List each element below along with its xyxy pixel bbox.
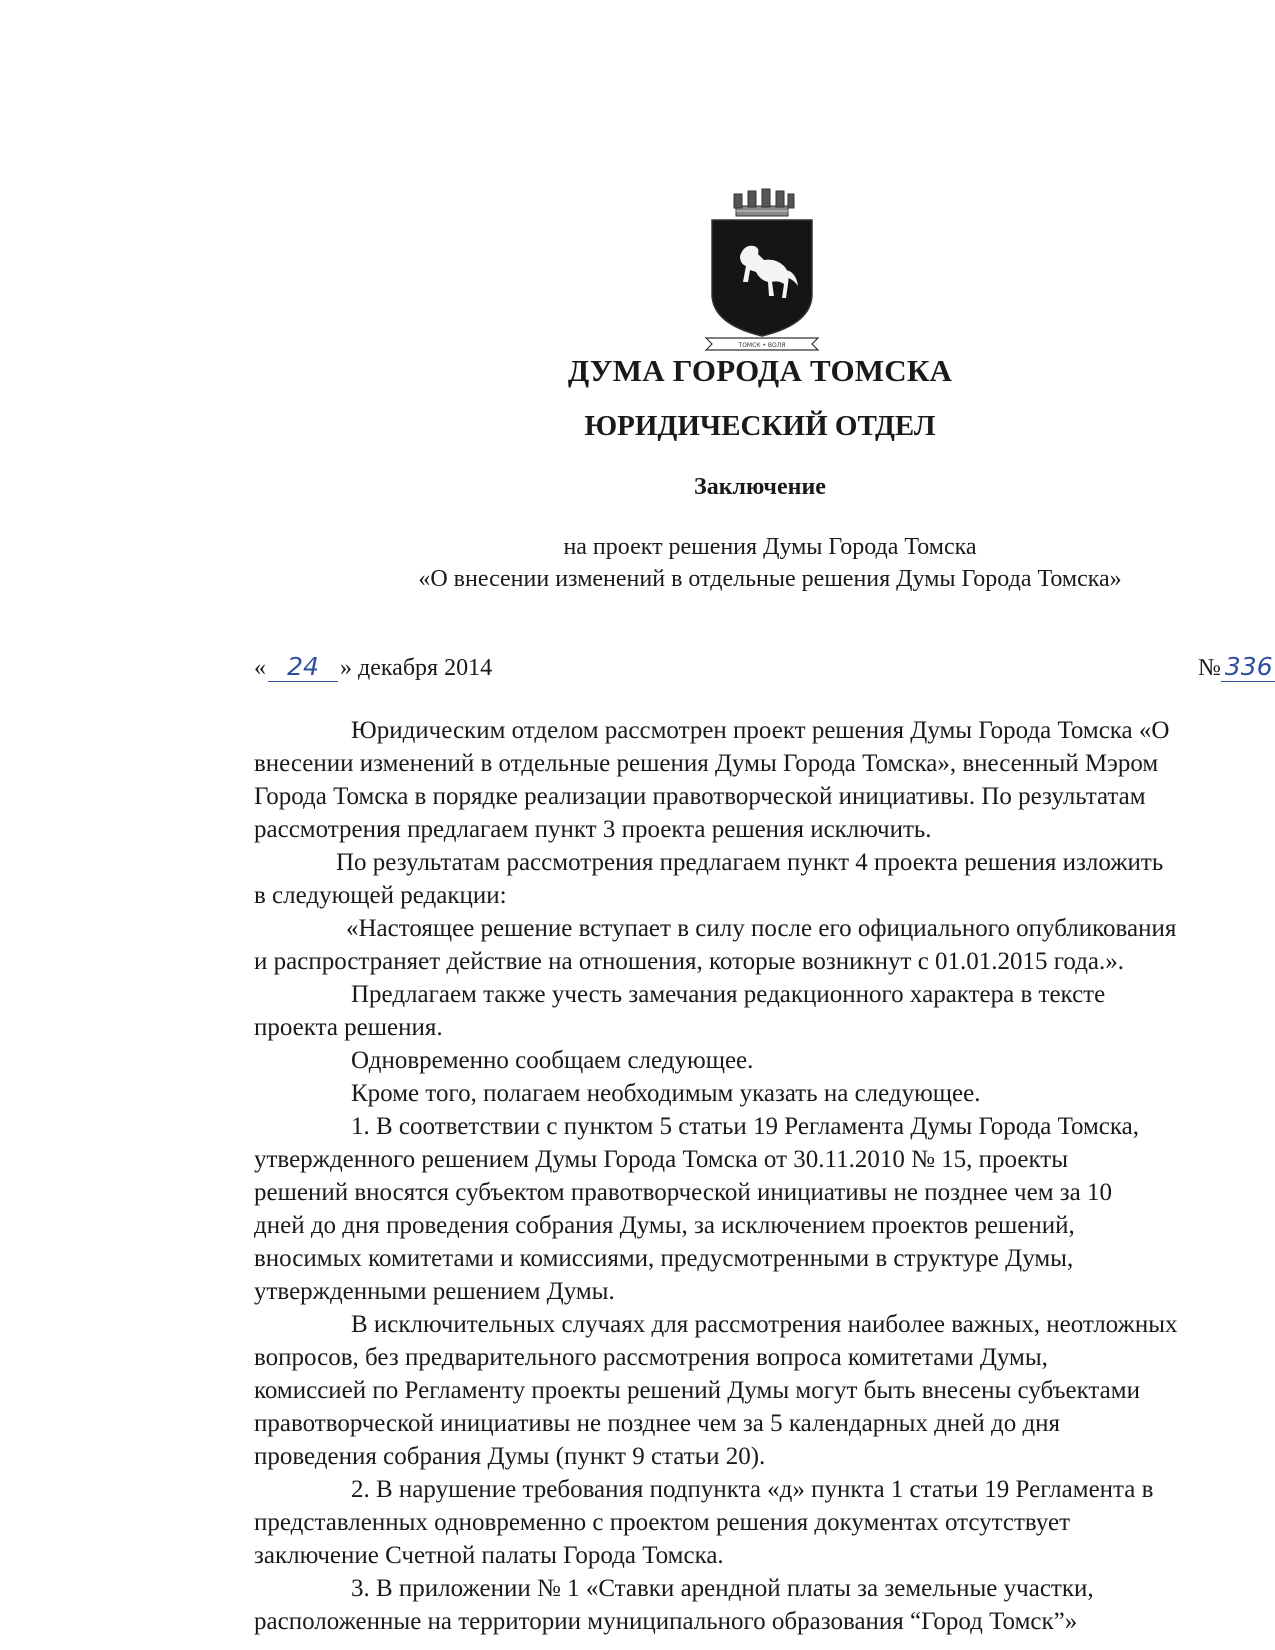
number-label: № <box>1198 655 1221 681</box>
body-line: По результатам рассмотрения предлагаем пункт 4 проекта решения изложить <box>336 849 1164 876</box>
handwritten-number: 336 <box>1221 652 1275 682</box>
body-line: утвержденными решением Думы. <box>254 1278 615 1305</box>
body-line: и распространяет действие на отношения, которые возникнут с 01.01.2015 года.». <box>254 948 1125 975</box>
date-open-quote: « <box>254 655 266 681</box>
body-line: Кроме того, полагаем необходимым указать на следующее. <box>351 1080 981 1107</box>
body-line: внесении изменений в отдельные решения Думы Города Томска», внесенный Мэром <box>254 750 1159 777</box>
body-line: Одновременно сообщаем следующее. <box>351 1047 754 1074</box>
body-line: утвержденного решением Думы Города Томска от 30.11.2010 № 15, проекты <box>254 1146 1069 1173</box>
body-line: Юридическим отделом рассмотрен проект решения Думы Города Томска «О <box>351 717 1170 744</box>
body-line: 3. В приложении № 1 «Ставки арендной платы за земельные участки, <box>351 1575 1094 1602</box>
subtitle-line-2: «О внесении изменений в отдельные решения Думы Города Томска» <box>418 566 1122 592</box>
document-title: Заключение <box>694 474 826 500</box>
body-line: 1. В соответствии с пунктом 5 статьи 19 Регламента Думы Города Томска, <box>351 1113 1140 1140</box>
document-body <box>254 714 1275 1638</box>
body-line: рассмотрения предлагаем пункт 3 проекта решения исключить. <box>254 816 932 843</box>
emblem-motto: ТОМСК • ВОЛЯ <box>738 342 786 349</box>
body-line: дней до дня проведения собрания Думы, за исключением проектов решений, <box>254 1212 1075 1239</box>
handwritten-day: 24 <box>268 652 338 682</box>
body-line: расположенные на территории муниципального образования “Город Томск”» <box>254 1608 1078 1635</box>
date-month-year: » декабря 2014 <box>340 655 493 681</box>
document-number <box>1198 652 1275 682</box>
body-line: Предлагаем также учесть замечания редакционного характера в тексте <box>351 981 1106 1008</box>
body-line: Города Томска в порядке реализации правотворческой инициативы. По результатам <box>254 783 1146 810</box>
body-line: проекта решения. <box>254 1014 443 1041</box>
body-line: 2. В нарушение требования подпункта «д» пункта 1 статьи 19 Регламента в <box>351 1476 1154 1503</box>
body-line: решений вносятся субъектом правотворческой инициативы не позднее чем за 10 <box>254 1179 1113 1206</box>
body-line: комиссией по Регламенту проекты решений Думы могут быть внесены субъектами <box>254 1377 1140 1404</box>
tomsk-coat-of-arms-icon <box>702 186 822 356</box>
subtitle-line-1: на проект решения Думы Города Томска <box>563 534 977 560</box>
body-line: правотворческой инициативы не позднее чем за 5 календарных дней до дня <box>254 1410 1061 1437</box>
body-line: представленных одновременно с проектом решения документах отсутствует <box>254 1509 1071 1536</box>
body-line: заключение Счетной палаты Города Томска. <box>254 1542 724 1569</box>
document-date <box>254 652 492 682</box>
body-line: вопросов, без предварительного рассмотрения вопроса комитетами Думы, <box>254 1344 1048 1371</box>
department-name: ЮРИДИЧЕСКИЙ ОТДЕЛ <box>584 410 936 442</box>
body-line: в следующей редакции: <box>254 882 507 909</box>
body-line: вносимых комитетами и комиссиями, предусмотренными в структуре Думы, <box>254 1245 1074 1272</box>
organization-name: ДУМА ГОРОДА ТОМСКА <box>567 353 953 388</box>
body-line: «Настоящее решение вступает в силу после его официального опубликования <box>346 915 1177 942</box>
body-line: проведения собрания Думы (пункт 9 статьи 20). <box>254 1443 766 1470</box>
body-line: В исключительных случаях для рассмотрения наиболее важных, неотложных <box>351 1311 1178 1338</box>
